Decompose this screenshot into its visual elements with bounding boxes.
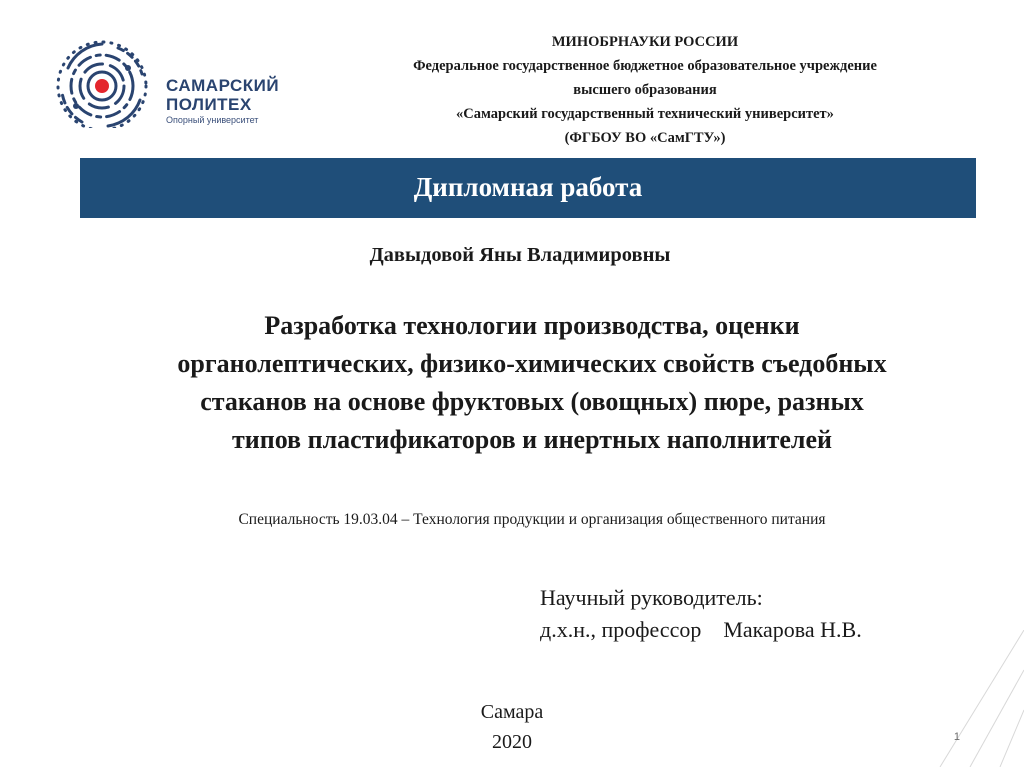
footer-year: 2020 [492,731,532,753]
logo-name-line2: ПОЛИТЕХ [166,95,252,114]
title-banner [80,158,976,218]
corner-decoration [930,630,1024,767]
supervisor-block [540,582,980,646]
header-line-abbreviation: (ФГБОУ ВО «СамГТУ») [564,130,726,146]
logo-name-line1: САМАРСКИЙ [166,76,280,95]
author-name: Давыдовой Яны Владимировны [369,244,671,266]
institution-header [300,30,990,150]
thesis-title-line: стаканов на основе фруктовых (овощных) пюре, разных [200,387,864,416]
supervisor-label: Научный руководитель: [540,585,763,610]
university-logo [48,28,288,128]
thesis-title [40,307,1024,459]
header-line-university-name: «Самарский государственный технический университет» [456,106,834,122]
supervisor-details [540,614,980,646]
thesis-title-line: Разработка технологии производства, оценки [264,311,800,340]
specialty: Специальность 19.03.04 – Технология продукции и организация общественного питания [238,511,826,528]
page-number: 1 [953,731,960,743]
header-line-education-level: высшего образования [573,82,717,98]
logo-tagline: Опорный университет [166,115,259,125]
thesis-title-line: органолептических, физико-химических свойств съедобных [177,349,887,378]
header-line-institution-type: Федеральное государственное бюджетное образовательное учреждение [413,58,877,74]
footer-city: Самара [480,701,544,723]
footer [412,697,612,757]
logo-emblem-icon [48,28,164,128]
supervisor-name: Макарова Н.В. [723,617,862,642]
thesis-title-line: типов пластификаторов и инертных наполнителей [231,425,833,454]
header-line-ministry: МИНОБРНАУКИ РОССИИ [551,34,739,50]
supervisor-degree: д.х.н., профессор [540,617,702,642]
document-type-title: Дипломная работа [413,172,643,202]
